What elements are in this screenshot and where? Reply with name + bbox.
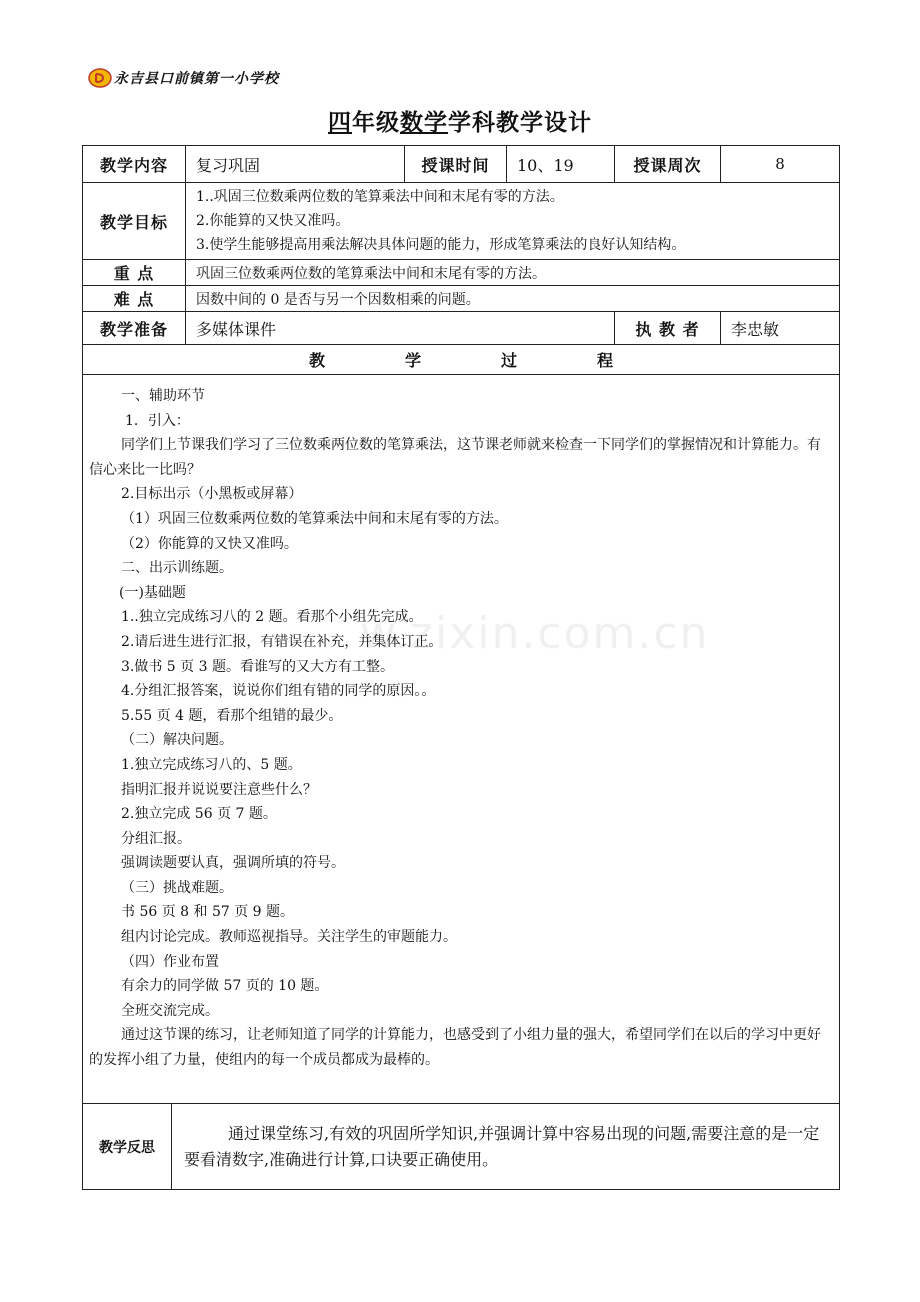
process-line: 二、出示训练题。: [121, 560, 233, 577]
process-line: 通过这节课的练习，让老师知道了同学的计算能力，也感受到了小组力量的强大，希望同学们在以后的学习中更好的发挥小组了力量，使组内的每一个成员都成为最棒的。: [89, 1027, 821, 1069]
process-line: 2.目标出示（小黑板或屏幕）: [121, 486, 303, 503]
process-heading-row: [83, 345, 840, 375]
process-line: （二）解决问题。: [121, 732, 233, 749]
watermark: w.zixin.com.cn: [360, 608, 710, 659]
info-row-difficulty: [83, 286, 840, 312]
lesson-plan-table: [82, 145, 840, 1104]
time-value: 10、19: [507, 146, 615, 183]
title-grade-number: 四: [328, 109, 352, 136]
process-line: 2.独立完成 56 页 7 题。: [121, 806, 277, 823]
process-line: （三）挑战难题。: [121, 879, 233, 896]
difficulty-value: 因数中间的 0 是否与另一个因数相乘的问题。: [186, 286, 840, 312]
process-line: 指明汇报并说说要注意些什么？: [121, 781, 317, 798]
process-line: 分组汇报。: [121, 830, 191, 847]
process-row: [83, 375, 840, 1104]
school-name: 永吉县口前镇第一小学校: [114, 71, 279, 87]
process-line: 同学们上节课我们学习了三位数乘两位数的笔算乘法，这节课老师就来检查一下同学们的掌握情况和计算能力。有信心来比一比吗？: [89, 437, 821, 478]
info-row-prep: [83, 312, 840, 345]
process-line: 强调读题要认真，强调所填的符号。: [121, 855, 345, 872]
teacher-value: 李忠敏: [721, 312, 840, 345]
title-rest: 学科教学设计: [448, 109, 592, 136]
process-line: 2.请后进生进行汇报，有错误在补充，并集体订正。: [121, 633, 443, 650]
process-line: 组内讨论完成。教师巡视指导。关注学生的审题能力。: [121, 929, 457, 946]
content-label: 教学内容: [83, 146, 186, 183]
info-row-content: [83, 146, 840, 183]
title-subject: 数学: [400, 109, 448, 136]
process-cell: [83, 375, 840, 1104]
goal-item: 1..巩固三位数乘两位数的笔算乘法中间和末尾有零的方法。: [196, 189, 564, 205]
time-label: 授课时间: [405, 146, 507, 183]
school-header: [88, 66, 279, 90]
process-line: （2）你能算的又快又准吗。: [121, 535, 298, 552]
process-line: (一)基础题: [119, 584, 186, 601]
page-title: [0, 104, 920, 137]
goals-cell: [186, 183, 840, 260]
process-line: 5.55 页 4 题，看那个组错的最少。: [121, 707, 343, 724]
process-line: 书 56 页 8 和 57 页 9 题。: [121, 904, 295, 921]
process-line: 1．引入：: [125, 412, 190, 429]
week-label: 授课周次: [615, 146, 721, 183]
difficulty-label: 难 点: [83, 286, 186, 312]
process-line: 3.做书 5 页 3 题。看谁写的又大方有工整。: [121, 658, 394, 675]
reflection-label: 教学反思: [83, 1104, 172, 1190]
teacher-label: 执 教 者: [615, 312, 721, 345]
info-row-key: [83, 260, 840, 286]
key-point-value: 巩固三位数乘两位数的笔算乘法中间和末尾有零的方法。: [186, 260, 840, 286]
process-line: 1.独立完成练习八的、5 题。: [121, 756, 302, 773]
reflection-row: [83, 1104, 840, 1190]
info-row-goals: [83, 183, 840, 260]
prep-label: 教学准备: [83, 312, 186, 345]
process-heading: 教学过程: [83, 345, 840, 375]
reflection-table: [82, 1103, 840, 1190]
process-line: 有余力的同学做 57 页的 10 题。: [121, 978, 329, 995]
prep-value: 多媒体课件: [186, 312, 615, 345]
process-line: 4.分组汇报答案，说说你们组有错的同学的原因。。: [121, 683, 436, 700]
week-value: 8: [721, 146, 840, 183]
key-point-label: 重 点: [83, 260, 186, 286]
process-line: 全班交流完成。: [121, 1002, 219, 1019]
goal-item: 2.你能算的又快又准吗。: [196, 213, 350, 229]
title-grade-suffix: 年级: [352, 109, 400, 136]
process-line: 1..独立完成练习八的 2 题。看那个小组先完成。: [121, 609, 423, 626]
goals-label: 教学目标: [83, 183, 186, 260]
goal-item: 3.使学生能够提高用乘法解决具体问题的能力，形成笔算乘法的良好认知结构。: [196, 237, 686, 253]
process-line: 一、辅助环节: [121, 388, 205, 404]
process-line: （1）巩固三位数乘两位数的笔算乘法中间和末尾有零的方法。: [121, 510, 508, 527]
reflection-text: 通过课堂练习,有效的巩固所学知识,并强调计算中容易出现的问题,需要注意的是一定要看清数字,准确进行计算,口诀要正确使用。: [172, 1104, 840, 1190]
process-line: （四）作业布置: [121, 953, 219, 970]
school-logo-icon: [88, 68, 112, 88]
content-value: 复习巩固: [186, 146, 405, 183]
